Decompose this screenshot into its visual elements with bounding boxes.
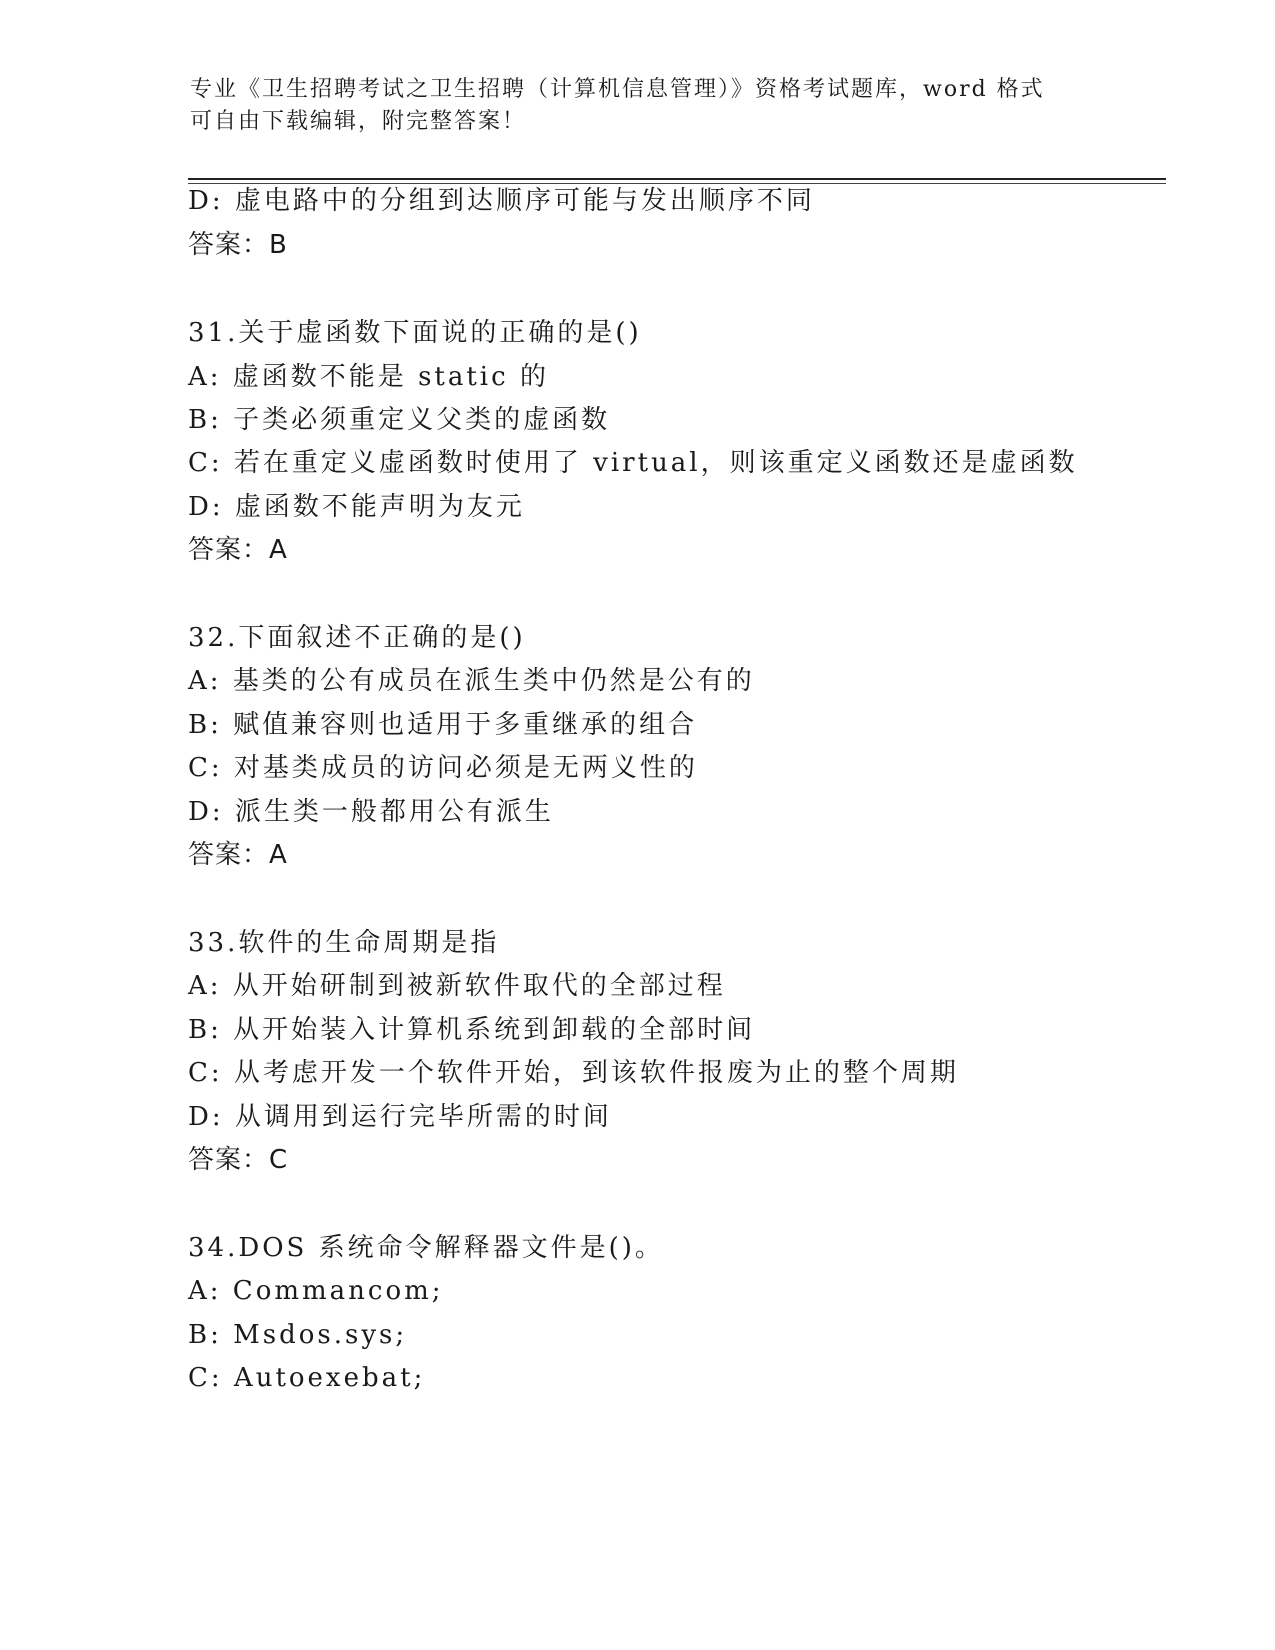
q33-option-a: A: 从开始研制到被新软件取代的全部过程 xyxy=(188,971,726,1001)
q31-answer: 答案：A xyxy=(188,535,288,565)
q33-option-c: C: 从考虑开发一个软件开始，到该软件报废为止的整个周期 xyxy=(188,1058,959,1088)
q34-option-b: B: Msdos.sys; xyxy=(188,1320,408,1350)
header-line-1: 专业《卫生招聘考试之卫生招聘（计算机信息管理）》资格考试题库，word 格式 xyxy=(190,77,1045,102)
q32-option-d: D: 派生类一般都用公有派生 xyxy=(188,797,554,827)
header-divider-thick xyxy=(188,178,1166,180)
q31-option-c: C: 若在重定义虚函数时使用了 virtual，则该重定义函数还是虚函数 xyxy=(188,448,1078,478)
q31-option-a: A: 虚函数不能是 static 的 xyxy=(188,362,549,392)
prev-answer: 答案：B xyxy=(188,230,288,260)
q34-option-a: A: Commancom; xyxy=(188,1276,444,1306)
document-header xyxy=(190,74,1090,138)
q34-option-c: C: Autoexebat; xyxy=(188,1363,426,1393)
q31-option-b: B: 子类必须重定义父类的虚函数 xyxy=(188,405,611,435)
q32-answer: 答案：A xyxy=(188,840,288,870)
q32-option-c: C: 对基类成员的访问必须是无两义性的 xyxy=(188,753,698,783)
header-line-2: 可自由下载编辑，附完整答案！ xyxy=(190,109,527,134)
q33-question: 33.软件的生命周期是指 xyxy=(188,928,500,958)
prev-option-d: D: 虚电路中的分组到达顺序可能与发出顺序不同 xyxy=(188,186,815,216)
q32-option-b: B: 赋值兼容则也适用于多重继承的组合 xyxy=(188,710,698,740)
q33-option-d: D: 从调用到运行完毕所需的时间 xyxy=(188,1102,612,1132)
q33-answer: 答案：C xyxy=(188,1145,289,1175)
q32-question: 32.下面叙述不正确的是() xyxy=(188,623,526,653)
q31-option-d: D: 虚函数不能声明为友元 xyxy=(188,492,525,522)
q32-option-a: A: 基类的公有成员在派生类中仍然是公有的 xyxy=(188,666,755,696)
q33-option-b: B: 从开始装入计算机系统到卸载的全部时间 xyxy=(188,1015,756,1045)
q34-question: 34.DOS 系统命令解释器文件是()。 xyxy=(188,1233,664,1263)
q31-question: 31.关于虚函数下面说的正确的是() xyxy=(188,318,642,348)
